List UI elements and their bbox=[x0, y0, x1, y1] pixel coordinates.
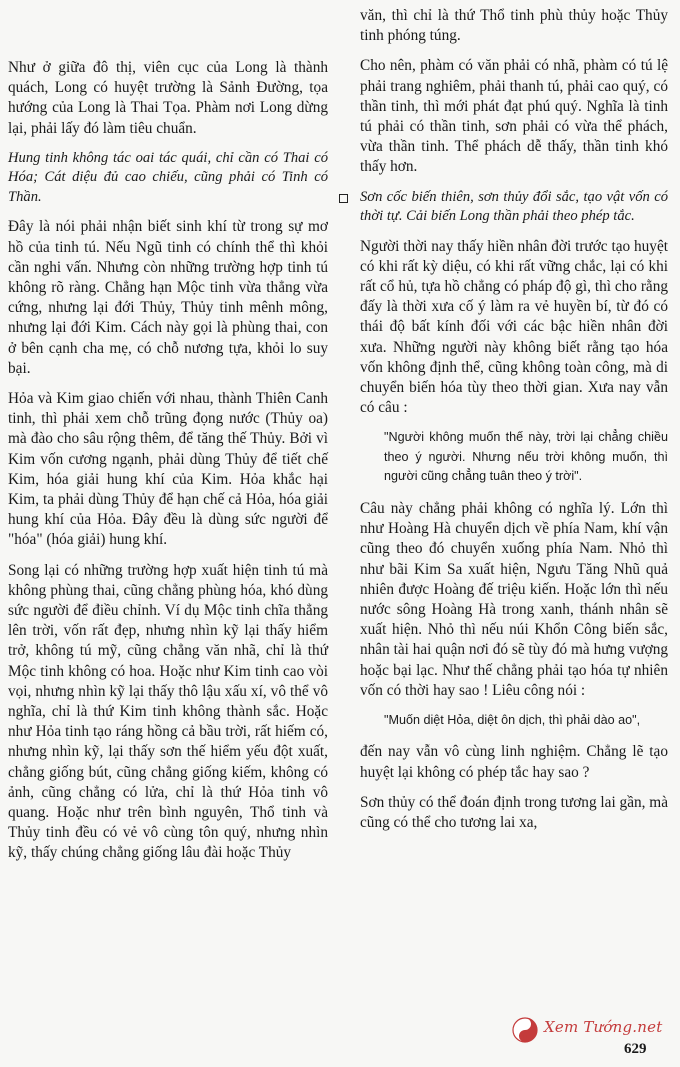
paragraph: Người thời nay thấy hiền nhân đời trước tạo huyệt có khi rất kỳ diệu, có khi rất vững chắc, lại có khi rất cổ hủ, tựa hồ chẳng có pháp độ gì, thì cho rằng đấy là thời xưa cố ý làm ra vẻ huyền bí, từ đó có thái độ bất kính đối với các bậc hiền nhân đời xưa. Những người này không biết rằng tạo hóa vốn không định thể, cũng không toàn công, mà di chuyển biến hóa tùy theo thời gian. Xưa nay vẫn có câu : bbox=[360, 237, 668, 417]
paragraph: Sơn thủy có thể đoán định trong tương lai gần, mà cũng có thể cho tương lai xa, bbox=[360, 793, 668, 832]
paragraph: Cho nên, phàm có văn phải có nhã, phàm có tú lệ phải trang nghiêm, phải thanh tú, phải cao quý, có thần tinh, thì mới phát đạt phú quý. Nghĩa là tinh tú phải có thần tinh, sơn phải có vừa thể phách, vừa thần tinh. Thể phách dễ thấy, thần tinh khó thấy hơn. bbox=[360, 57, 668, 176]
square-bullet-icon bbox=[339, 194, 348, 203]
left-column bbox=[8, 58, 328, 874]
paragraph: Đây là nói phải nhận biết sinh khí từ trong sự mơ hồ của tinh tú. Nếu Ngũ tinh có chính thể thì khỏi cần nghi vấn. Nhưng còn những trường hợp tinh tú không rõ ràng. Chẳng hạn Mộc tinh vừa thẳng vừa cứng, nhưng lại đới Thủy, Thủy tinh mênh mông, nhưng lại đới Kim. Cách này gọi là phùng thai, con ở bên cạnh cha mẹ, có chỗ nương tựa, khỏi lo suy bại. bbox=[8, 218, 328, 377]
paragraph: Song lại có những trường hợp xuất hiện tinh tú mà không phùng thai, cũng chẳng phùng hóa, khó dùng sức người để điều chỉnh. Ví dụ Mộc tinh chĩa thẳng lên trời, vốn rất đẹp, nhưng nhìn kỹ lại thấy hiểm trở, không tú mỹ, cũng chẳng văn nhã, chỉ là thứ Mộc tinh không có hoa. Hoặc như Kim tinh cao vòi vọi, nhưng nhìn kỹ lại thấy thô lậu xấu xí, vô thể vô nghĩa, chỉ là thứ Kim tinh không thành sắc. Hoặc như Hỏa tinh tạo ráng hồng cả bầu trời, rất hiếm có, nhưng nhìn kỹ, lại thấy sơn thế hiểm yếu đột xuất, chẳng giống bút, cũng chẳng giống kiếm, không có ảnh, cũng chẳng có lửa, chỉ là thứ Hỏa tinh vô quang. Hoặc như trên bình nguyên, Thổ tinh và Thủy tinh đều có vẻ vô cùng tôn quý, nhưng nhìn kỹ, thấy chúng chẳng giống lâu đài hoặc Thủy bbox=[8, 561, 328, 862]
right-column bbox=[360, 7, 668, 843]
paragraph: Hỏa và Kim giao chiến với nhau, thành Thiên Canh tinh, thì phải xem chỗ trũng đọng nước (Thủy oa) mà đào cho sâu rộng thêm, để tăng thế Thủy. Bởi vì Kim vốn cương ngạnh, phải dùng Thủy để tiết chế Kim, hóa giải hung khí của Kim. Hỏa khắc hại Kim, ta phải dùng Thủy để hạn chế cả Hỏa, hóa giải hung khí của Hỏa. Đây đều là dùng sức người để "hóa" (hóa giải) hung khí. bbox=[8, 389, 328, 549]
block-quote: "Muốn diệt Hỏa, diệt ôn dịch, thì phải dào ao", bbox=[384, 712, 641, 727]
verse-note bbox=[360, 188, 668, 227]
watermark-text[interactable]: Xem Tướng.net bbox=[544, 1018, 663, 1036]
yin-yang-icon bbox=[512, 1017, 538, 1043]
paragraph: Như ở giữa đô thị, viên cục của Long là thành quách, Long có huyệt trường là Sảnh Đường, tọa hướng của Long là Thai Tọa. Phàm nơi Long dừng lại, phải lấy đó làm tiêu chuẩn. bbox=[8, 59, 328, 137]
paragraph: Câu này chẳng phải không có nghĩa lý. Lớn thì như Hoàng Hà chuyển dịch về phía Nam, khí vận cũng theo đó chuyển xuống phía Nam. Nhỏ thì như bãi Kim Sa xuất hiện, Ngưu Tăng Nhũ quả nhiên được Hoàng đế triệu kiến. Hoặc lớn thì nếu nước sông Hoàng Hà trong xanh, thánh nhân sẽ xuất hiện. Nhỏ thì nếu núi Khổn Công biến sắc, nhân tài hai quận nơi đó sẽ tùy đó mà hưng vượng hoặc bại lạc. Như thế chẳng phải tạo hóa tự nhiên vốn có thời hay sao ! Liêu công nói : bbox=[360, 499, 668, 699]
paragraph: văn, thì chỉ là thứ Thổ tinh phù thủy hoặc Thủy tinh phóng túng. bbox=[360, 7, 668, 45]
italic-verse: Hung tinh không tác oai tác quái, chỉ cần có Thai có Hóa; Cát diệu đủ cao chiếu, cũng phải có Tinh có Thần. bbox=[8, 149, 328, 205]
page-number: 629 bbox=[624, 1041, 647, 1057]
italic-verse: Sơn cốc biến thiên, sơn thủy đổi sắc, tạo vật vốn có thời tự. Cải biến Long thần phải theo phép tắc. bbox=[360, 188, 668, 225]
page-footer bbox=[508, 1017, 678, 1067]
block-quote: "Người không muốn thế này, trời lại chẳng chiều theo ý người. Nhưng nếu trời không muốn, thì người cũng chẳng tuân theo ý trời". bbox=[384, 430, 668, 484]
paragraph: đến nay vẫn vô cùng linh nghiệm. Chẳng lẽ tạo huyệt lại không có phép tắc hay sao ? bbox=[360, 743, 668, 781]
